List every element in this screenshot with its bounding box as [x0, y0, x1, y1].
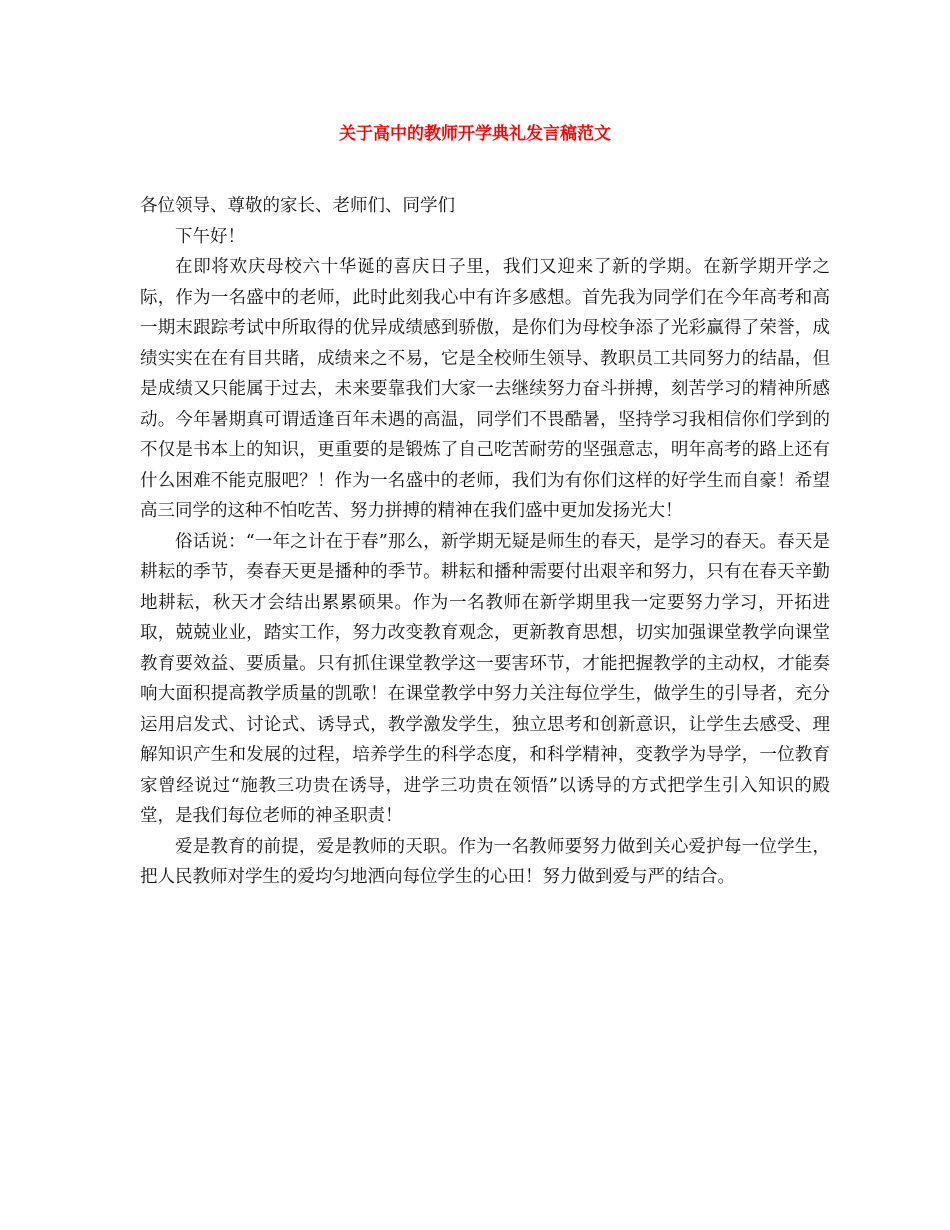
document-title: 关于高中的教师开学典礼发言稿范文 [339, 124, 611, 144]
paragraph-new-semester: 在即将欢庆母校六十华诞的喜庆日子里，我们又迎来了新的学期。在新学期开学之际，作为一名盛中的老师，此时此刻我心中有许多感想。首先我为同学们在今年高考和高一期末跟踪考试中所取得的优异成绩感到骄傲，是你们为母校争添了光彩赢得了荣誉，成绩实实在在有目共睹，成绩来之不易，它是全校师生领导、教职员工共同努力的结晶，但是成绩又只能属于过去，未来要靠我们大家一去继续努力奋斗拼搏，刻苦学习的精神所感动。今年暑期真可谓适逢百年未遇的高温，同学们不畏酷暑，坚持学习我相信你们学到的不仅是书本上的知识，更重要的是锻炼了自己吃苦耐劳的坚强意志，明年高考的路上还有什么困难不能克服吧？！作为一名盛中的老师，我们为有你们这样的好学生而自豪！希望高三同学的这种不怕吃苦、努力拼搏的精神在我们盛中更加发扬光大！ [140, 257, 830, 521]
paragraph-love: 爱是教育的前提，爱是教师的天职。作为一名教师要努力做到关心爱护每一位学生，把人民教师对学生的爱均匀地洒向每位学生的心田！努力做到爱与严的结合。 [140, 836, 830, 887]
paragraph-spring: 俗话说：“一年之计在于春”那么，新学期无疑是师生的春天，是学习的春天。春天是耕耘的季节，奏春天更是播种的季节。耕耘和播种需要付出艰辛和努力，只有在春天辛勤地耕耘，秋天才会结出累累硕果。作为一名教师在新学期里我一定要努力学习，开拓进取，兢兢业业，踏实工作，努力改变教育观念，更新教育思想，切实加强课堂教学向课堂教育要效益、要质量。只有抓住课堂教学这一要害环节，才能把握教学的主动权，才能奏响大面积提高教学质量的凯歌！在课堂教学中努力关注每位学生，做学生的引导者，充分运用启发式、讨论式、诱导式，教学激发学生，独立思考和创新意识，让学生去感受、理解知识产生和发展的过程，培养学生的科学态度，和科学精神，变教学为导学，一位教育家曾经说过“施教三功贵在诱导，进学三功贵在领悟”以诱导的方式把学生引入知识的殿堂，是我们每位老师的神圣职责！ [140, 531, 830, 826]
paragraph-greeting: 下午好！ [175, 226, 245, 247]
document-body [140, 191, 830, 893]
salutation: 各位领导、尊敬的家长、老师们、同学们 [140, 196, 455, 216]
